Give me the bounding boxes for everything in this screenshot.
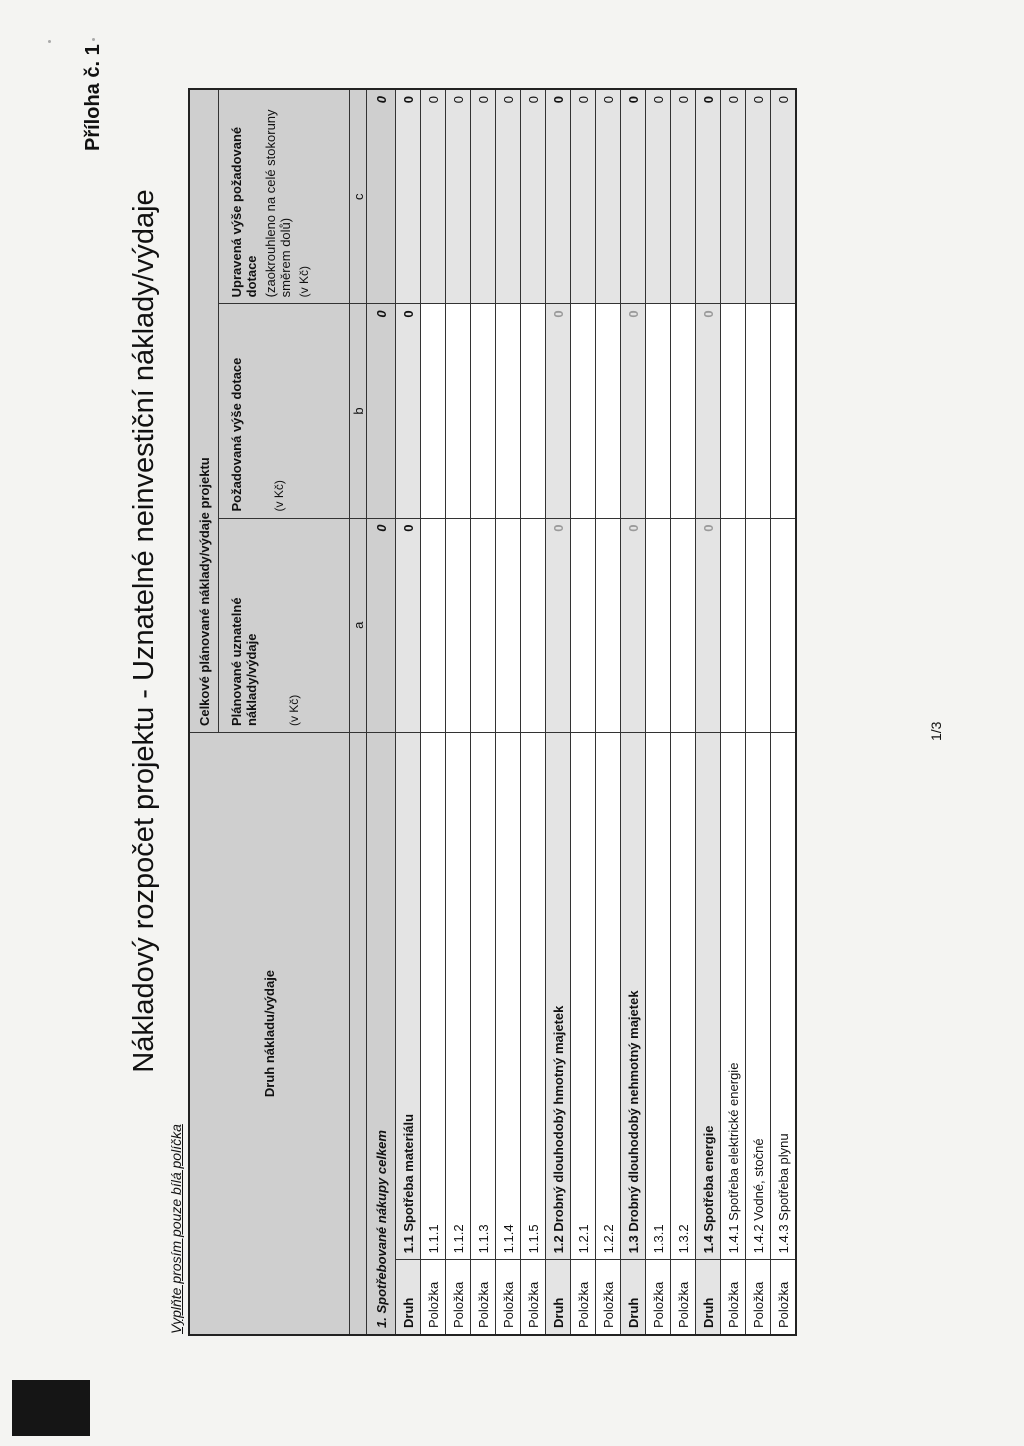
cell-b: 0 [621,304,646,518]
item-row [496,89,521,1335]
total-a: 0 [367,518,396,733]
row-type-label: Druh [546,1260,571,1335]
col-a-unit: (v Kč) [287,694,301,727]
col-c-sub: (zaokrouhleno na celé stokoruny směrem dolů) [263,109,293,298]
cell-b[interactable] [471,304,496,518]
cell-b[interactable] [446,304,471,518]
row-name: 1.2.1 [571,733,596,1260]
cell-c: 0 [521,89,546,304]
cell-b[interactable] [746,304,771,518]
col-a-title: Plánované uznatelné náklady/výdaje [229,597,259,727]
cell-c: 0 [596,89,621,304]
druh-row [621,89,646,1335]
cell-a: 0 [546,518,571,733]
cell-c: 0 [496,89,521,304]
row-type-label: Druh [396,1260,421,1335]
item-row [471,89,496,1335]
row-name: 1.1 Spotřeba materiálu [396,733,421,1260]
total-b: 0 [367,304,396,518]
redaction-block [12,1380,90,1436]
cell-b[interactable] [421,304,446,518]
row-name: 1.1.5 [521,733,546,1260]
cell-c: 0 [421,89,446,304]
row-name: 1.2.2 [596,733,621,1260]
cell-c: 0 [696,89,721,304]
cell-c: 0 [396,89,421,304]
total-label: 1. Spotřebované nákupy celkem [367,733,396,1335]
item-row [596,89,621,1335]
cell-c: 0 [671,89,696,304]
row-type-label: Druh [696,1260,721,1335]
instruction-text: Vyplňte prosím pouze bílá políčka [168,1124,184,1334]
cell-b[interactable] [646,304,671,518]
row-type-label: Položka [571,1260,596,1335]
cell-b: 0 [546,304,571,518]
row-type-label: Položka [746,1260,771,1335]
cell-b[interactable] [496,304,521,518]
cell-a: 0 [621,518,646,733]
col-c-unit: (v Kč) [297,266,311,298]
budget-table [188,88,797,1336]
cell-a[interactable] [421,518,446,733]
druh-row [696,89,721,1335]
row-name: 1.1.3 [471,733,496,1260]
col-b-title: Požadovaná výše dotace [229,357,244,512]
row-name: 1.3 Drobný dlouhodobý nehmotný majetek [621,733,646,1260]
item-row [571,89,596,1335]
item-row [421,89,446,1335]
row-type-label: Položka [646,1260,671,1335]
row-name: 1.4.3 Spotřeba plynu [771,733,797,1260]
druh-row [546,89,571,1335]
cell-b: 0 [396,304,421,518]
cell-b[interactable] [671,304,696,518]
cell-b[interactable] [521,304,546,518]
item-row [446,89,471,1335]
cell-c: 0 [621,89,646,304]
total-c: 0 [367,89,396,304]
cell-b: 0 [696,304,721,518]
row-name: 1.4.1 Spotřeba elektrické energie [721,733,746,1260]
row-type-label: Položka [721,1260,746,1335]
cell-b[interactable] [571,304,596,518]
row-type-label: Položka [421,1260,446,1335]
cell-c: 0 [571,89,596,304]
row-name: 1.3.2 [671,733,696,1260]
page-title: Nákladový rozpočet projektu - Uznatelné neinvestiční náklady/výdaje [128,189,160,1073]
row-type-label: Položka [771,1260,797,1335]
item-row [671,89,696,1335]
item-row [771,89,797,1335]
item-row [646,89,671,1335]
row-type-label: Položka [496,1260,521,1335]
col-a-header [219,518,350,733]
letters-blank [350,733,367,1335]
cell-a[interactable] [646,518,671,733]
cell-b[interactable] [721,304,746,518]
druh-row [396,89,421,1335]
cell-a[interactable] [471,518,496,733]
col-b-header [219,304,350,518]
col-group-header: Celkové plánované náklady/výdaje projektu [189,89,219,733]
item-row [721,89,746,1335]
cell-a[interactable] [746,518,771,733]
cell-a[interactable] [521,518,546,733]
col-b-letter: b [350,304,367,518]
row-type-label: Položka [521,1260,546,1335]
col-a-letter: a [350,518,367,733]
scan-speck [92,38,95,41]
col-c-header [219,89,350,304]
row-name: 1.1.1 [421,733,446,1260]
row-name: 1.1.2 [446,733,471,1260]
row-type-label: Položka [471,1260,496,1335]
row-name: 1.2 Drobný dlouhodobý hmotný majetek [546,733,571,1260]
col-header-main: Druh nákladu/výdaje [189,733,350,1335]
cell-b[interactable] [771,304,797,518]
row-name: 1.4.2 Vodné, stočné [746,733,771,1260]
row-name: 1.3.1 [646,733,671,1260]
col-c-letter: c [350,89,367,304]
row-type-label: Položka [596,1260,621,1335]
cell-a[interactable] [721,518,746,733]
annex-label: Příloha č. 1 [82,44,104,151]
cell-c: 0 [546,89,571,304]
cell-a: 0 [396,518,421,733]
page-number: 1/3 [928,721,944,741]
cell-c: 0 [471,89,496,304]
cell-c: 0 [746,89,771,304]
cell-a[interactable] [496,518,521,733]
cell-c: 0 [721,89,746,304]
row-type-label: Druh [621,1260,646,1335]
scan-speck [48,40,51,43]
cell-c: 0 [646,89,671,304]
total-row [367,89,396,1335]
cell-a: 0 [696,518,721,733]
cell-b[interactable] [596,304,621,518]
col-b-unit: (v Kč) [272,480,286,512]
row-name: 1.1.4 [496,733,521,1260]
row-type-label: Položka [671,1260,696,1335]
row-name: 1.4 Spotřeba energie [696,733,721,1260]
col-c-title: Upravená výše požadované dotace [229,126,259,298]
cell-a[interactable] [446,518,471,733]
cell-a[interactable] [771,518,797,733]
item-row [746,89,771,1335]
cell-a[interactable] [671,518,696,733]
cell-c: 0 [771,89,797,304]
row-type-label: Položka [446,1260,471,1335]
cell-c: 0 [446,89,471,304]
item-row [521,89,546,1335]
cell-a[interactable] [596,518,621,733]
cell-a[interactable] [571,518,596,733]
